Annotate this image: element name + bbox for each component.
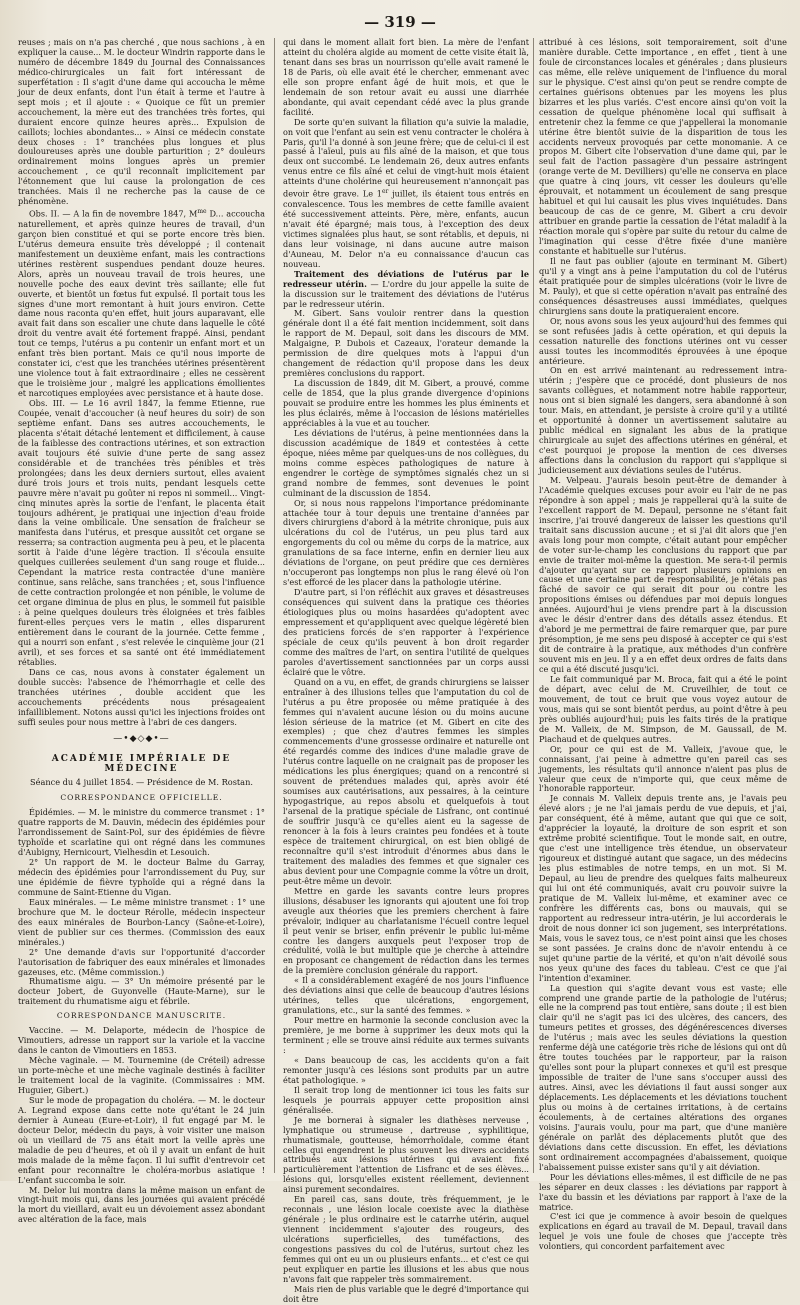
paragraph: attribué à ces lésions, soit temporairement, soit d'une manière durable. Cette importance , en effet , tient à une foule de circonstances locales et générales ; dans plusieurs cas même, elle relève uniquement de l'influence du moral sur le physique. C'est ainsi qu'on peut se rendre compte de certaines guérisons obtenues par les moyens les plus bizarres et les plus variés. C'est encore ainsi qu'on voit la cessation de quelque phénomène local qui suffisait à entretenir chez la femme ce que j'appellerai la monomanie utérine être bientôt suivie de la disparition de tous les accidents nerveux provoqués par cette monomanie. A ce propos M. Gibert cite l'observation d'une dame qui, par le seul fait de l'action passagère d'un pessaire astringent (orange verte de M. Devilliers) qu'elle ne conserva en place que quatre à cinq jours, vit cesser les douleurs qu'elle éprouvait, et notamment un écoulement de sang presque habituel et qui lui causait les plus vives inquiétudes. Dans beaucoup de cas de ce genre, M. Gibert a cru devoir attribuer en grande partie la cessation de l'état maladif à la réaction morale qui s'opère par suite du retour du calme de l'imagination qui cesse d'être fixée d'une manière constante et habituelle sur l'utérus. xyxy=(539,37,787,257)
section-heading-inline: Traitement des déviations de l'utérus par le redresseur utérin. xyxy=(283,268,529,289)
paragraph: 2° Un rapport de M. le docteur Balme du Garray, médecin des épidémies pour l'arrondissement du Puy, sur une épidémie de fièvre typhoïde qui a régné dans la commune de Saint-Etienne du Vigan. xyxy=(18,857,265,897)
paragraph: Or, si nous nous rappelons l'importance prédominante attachée tour à tour depuis une trentaine d'années par divers chirurgiens d'abord à la métrite chronique, puis aux ulcérations du col de l'utérus, un peu plus tard aux engorgements du col ou même du corps de la matrice, aux granulations de sa face interne, enfin en dernier lieu aux déviations de l'organe, on peut prédire que ces dernières n'occuperont pas longtemps non plus le rang élevé où l'on s'est efforcé de les placer dans la pathologie utérine. xyxy=(283,497,529,588)
paragraph: Les déviations de l'utérus, à peine mentionnées dans la discussion académique de 1849 et contestées à cette époque, niées même par quelques-uns de nos collègues, du moins comme espèces pathologiques de nature à engendrer le cortège de symptômes signalés chez un si grand nombre de femmes, sont devenues le point culminant de la discussion de 1854. xyxy=(283,427,529,498)
paragraph-text: — L'ordre du jour appelle la suite de la discussion sur le traitement des déviations de l'utérus par le redresseur utérin. xyxy=(283,278,529,309)
paragraph: Sur le mode de propagation du choléra. — M. le docteur A. Legrand expose dans cette note qu'étant le 24 juin dernier à Auneau (Eure-et-Loir), il fut engagé par M. le docteur Delor, médecin du pays, à voir visiter une maison où un vieillard de 75 ans était mort la veille après une maladie de peu d'heures, et où il y avait un enfant de huit mois malade de la même façon. Il lui suffit d'entrevoir cet enfant pour reconnaître le choléra-morbus asiatique ! L'enfant succomba le soir. xyxy=(18,1094,265,1185)
page-number: — 319 — xyxy=(364,13,436,31)
paragraph: De sorte qu'en suivant la filiation qu'a suivie la maladie, on voit que l'enfant au sein est venu contracter le choléra à Paris, qu'il l'a donné à son jeune frère; que de celui-ci il est passé à l'aïeul, puis au fils aîné de la maison, et que tous deux ont succombé. Le lendemain 26, deux autres enfants venus entre ce fils aîné et celui de vingt-huit mois étaient atteints d'une cholérine qui heureusement n'annonçait pas devoir être grave. Le 1er juillet, ils étaient tous entrés en convalescence. Tous les membres de cette famille avaient été successivement atteints. Père, mère, enfants, aucun n'avait été épargné; mais tous, à l'exception des deux victimes signalées plus haut, se sont rétablis, et depuis, ni dans leur voisinage, ni dans aucune autre maison d'Auneau, M. Delor n'a eu connaissance d'aucun cas nouveau. xyxy=(283,116,529,269)
paragraph: Eaux minérales. — Le même ministre transmet : 1° une brochure que M. le docteur Rérolle, médecin inspecteur des eaux minérales de Bourbon-Lancy (Saône-et-Loire), vient de publier sur ces thermes. (Commission des eaux minérales.) xyxy=(18,896,265,947)
paragraph: M. Velpeau. J'aurais besoin peut-être de demander à l'Académie quelques excuses pour avoir eu l'air de ne pas répondre à son appel ; mais je rappellerai qu'à la suite de l'excellent rapport de M. Depaul, personne ne s'étant fait inscrire, j'ai trouvé dangereux de laisser les questions qu'il traitait sans discussion aucune ; et si j'ai dit alors que j'en avais long pour mon compte, c'était autant pour empêcher de voter sur-le-champ les conclusions du rapport que par envie de traiter moi-même la question. Me sera-t-il permis d'ajouter qu'ayant sur ce rapport plusieurs opinions en cause et une certaine part de responsabilité, je n'étais pas fâché de savoir ce qui serait dit pour ou contre les propositions émises ou défendues par moi depuis longues années. Aujourd'hui je viens prendre part à la discussion avec le désir d'entrer dans des détails assez étendus. Et d'abord je me permettrai de faire remarquer que, par pure présomption, je me sens peu disposé à accepter ce qui s'est dit de contraire à la pratique, aux méthodes d'un confrère souvent mis en jeu. Il y a en effet deux ordres de faits dans ce qui a été discuté jusqu'ici. xyxy=(539,474,787,675)
paragraph: « Il a considérablement exagéré de nos jours l'influence des déviations ainsi que celle de beaucoup d'autres lésions utérines, telles que ulcérations, engorgement, granulations, etc., sur la santé des femmes. » xyxy=(283,975,529,1016)
paragraph: Mettre en garde les savants contre leurs propres illusions, désabuser les ignorants qui ajoutent une foi trop aveugle aux théories que les premiers cherchent à faire prévaloir, indiquer au charlatanisme l'écueil contre lequel il peut venir se briser, enfin prévenir le public lui-même contre les dangers auxquels peut l'exposer trop de crédulité, voilà le but multiple que je cherche à atteindre en proposant ce changement de rédaction dans les termes de la première conclusion générale du rapport. xyxy=(283,885,529,976)
column-rule-left xyxy=(274,38,275,1173)
paragraph: En pareil cas, sans doute, très fréquemment, je le reconnais , une lésion locale coexiste avec la diathèse générale ; le plus ordinaire est le catarrhe utérin, auquel viennent incidemment s'ajouter des rougeurs, des ulcérations superficielles, des tuméfactions, des congestions passives du col de l'utérus, surtout chez les femmes qui ont eu un ou plusieurs enfants... et c'est ce qui peut expliquer en partie les illusions et les abus que nous n'avons fait que rappeler très sommairement. xyxy=(283,1194,529,1284)
paragraph: M. Gibert. Sans vouloir rentrer dans la question générale dont il a été fait mention incidemment, soit dans le rapport de M. Depaul, soit dans les discours de MM. Malgaigne, P. Dubois et Cazeaux, l'orateur demande la permission de dire quelques mots à l'appui d'un changement de rédaction qu'il propose dans les deux premières conclusions du rapport. xyxy=(283,308,529,379)
paragraph: « Dans beaucoup de cas, les accidents qu'on a fait remonter jusqu'à ces lésions sont produits par un autre état pathologique. » xyxy=(283,1054,529,1085)
paragraph: M. Delor lui montra dans la même maison un enfant de vingt-huit mois qui, dans les journées qui avaient précédé la mort du vieillard, avait eu un dévoiement assez abondant avec altération de la face, mais xyxy=(18,1184,265,1225)
paragraph: Or, nous avons sous les yeux aujourd'hui des femmes qui se sont refusées jadis à cette opération, et qui depuis la cessation naturelle des fonctions utérines ont vu cesser aussi toutes les incommodités éprouvées à une époque antérieure. xyxy=(539,315,787,366)
paragraph: Obs. III. — Le 16 avril 1847, la femme Etienne, rue Coupée, venait d'accoucher (à neuf heures du soir) de son septième enfant. Dans ses autres accouchements, le placenta s'était détaché lentement et difficilement, à cause de la faiblesse des contractions utérines, et son extraction avait toujours été suivie d'une perte de sang assez considérable et de tranchées très pénibles et très prolongées; dans les deux derniers surtout, elles avaient duré trois jours et trois nuits, pendant lesquels cette pauvre mère n'avait pu goûter ni repos ni sommeil... Vingt-cinq minutes après la sortie de l'enfant, le placenta était toujours adhérent, je pratiquai une injection d'eau froide dans la veine ombilicale. Une sensation de fraîcheur se manifesta dans l'utérus, et presque aussitôt cet organe se resserra; sa contraction augmenta peu à peu, et le placenta sortit à l'aide d'une légère traction. Il s'écoula ensuite quelques cuillerées seulement d'un sang rouge et fluide... Cependant la matrice resta contractée d'une manière continue, sans relâche, sans tranchées ; et, sous l'influence de cette contraction prolongée et non pénible, le volume de cet organe diminua de plus en plus, le sommeil fut paisible : à peine quelques douleurs très éloignées et très faibles furent-elles perçues vers le matin , elles disparurent entièrement dans le courant de la journée. Cette femme , qui a nourri son enfant , s'est relevée le cinquième jour (21 avril), et ses forces et sa santé ont été immédiatement rétablies. xyxy=(18,398,265,667)
paragraph: Dans ce cas, nous avons à constater également un double succès: l'absence de l'hémorrhagie et celle des tranchées utérines , double accident que les accouchements précédents nous présageaient infailliblement. Notons aussi qu'ici les injections froides ont suffi seules pour nous mettre à l'abri de ces dangers. xyxy=(18,666,265,727)
paragraph: Il ne faut pas oublier (ajoute en terminant M. Gibert) qu'il y a vingt ans à peine l'amputation du col de l'utérus était pratiquée pour de simples ulcérations (voir le livre de M. Pauly), et que si cette opération n'avait pas entraîné des conséquences désastreuses aussi immédiates, quelques chirurgiens sans doute la pratiqueraient encore. xyxy=(539,255,787,316)
paragraph: Obs. II. — A la fin de novembre 1847, $M^{me}$ D... accoucha naturellement, et après quinze heures de travail, d'un garçon bien constitué et qui se porte encore très bien. L'utérus demeura ensuite très développé ; il contenait manifestement un deuxième enfant, mais les contractions utérines restèrent suspendues pendant douze heures. Alors, après un nouveau travail de trois heures, une nouvelle poche des eaux devint très saillante; elle fut ouverte, et bientôt un fœtus fut expulsé. Il portait tous les signes d'une mort remontant à huit jours environ. Cette dame nous raconta qu'en effet, huit jours auparavant, elle avait fait dans son escalier une chute dans laquelle le côté droit du ventre avait été fortement frappé. Ainsi, pendant tout ce temps, l'utérus a pu contenir un enfant mort et un enfant très bien portant. Mais ce qu'il nous importe de constater ici, c'est que les tranchées utérines présentèrent une violence tout à fait extraordinaire ; elles ne cessèrent que le troisième jour , malgré les applications émollientes et narcotiques employées avec persistance et à haute dose. xyxy=(18,208,265,399)
section-title: ACADÉMIE IMPÉRIALE DE MÉDECINE xyxy=(51,754,232,775)
paragraph: Quand on a vu, en effet, de grands chirurgiens se laisser entraîner à des illusions telles que l'amputation du col de l'utérus a pu être proposée ou même pratiquée à des femmes qui n'avaient aucune lésion ou du moins aucune lésion sérieuse de la matrice (et M. Gibert en cite des exemples) ; que chez d'autres femmes les simples commencements d'une grossesse ordinaire et naturelle ont été regardés comme des indices d'une maladie grave de l'utérus contre laquelle on ne craignait pas de proposer les médications les plus énergiques; quand on a rencontré si souvent de prétendues malades qui, après avoir été soumises aux cautérisations, aux pessaires, à la ceinture hypogastrique, au repos absolu et quelquefois à tout l'arsenal de la pratique spéciale de Lisfranc, ont continué de souffrir jusqu'à ce qu'elles aient eu la sagesse de renoncer à la fois à leurs craintes peu fondées et à toute espèce de traitement chirurgical, on est bien obligé de reconnaître qu'il s'est introduit d'énormes abus dans le traitement des maladies des femmes et que signaler ces abus devient pour une Compagnie comme la vôtre un droit, peut-être même un devoir. xyxy=(283,676,529,886)
paragraph: Le fait communiqué par M. Broca, fait qui a été le point de départ, avec celui de M. Cruveilhier, de tout ce mouvement, de tout ce bruit que vous voyez autour de vous, mais qui se sont bientôt perdus, au point d'être à peu près oubliés aujourd'hui; puis les faits tirés de la pratique de M. Valleix, de M. Simpson, de M. Gaussail, de M. Piachaud et de quelques autres. xyxy=(539,674,787,744)
paragraph: Pour mettre en harmonie la seconde conclusion avec la première, je me borne à supprimer les deux mots qui la terminent ; elle se trouve ainsi réduite aux termes suivants : xyxy=(283,1015,529,1055)
paragraph: Je connais M. Valleix depuis trente ans, je l'avais peu élevé alors ; je ne l'ai jamais perdu de vue depuis, et j'ai, par conséquent, été à même, autant que qui que ce soit, d'apprécier la loyauté, la droiture de son esprit et son extrême probité scientifique. Tout le monde sait, en outre, que c'est une intelligence très étendue, un observateur rigoureux et distingué autant que sagace, un des médecins les plus estimables de notre temps, en un mot. Si M. Depaul, au lieu de prendre des quelques faits malheureux qui lui ont été communiqués, avait cru pouvoir suivre la pratique de M. Valleix lui-même, et examiner avec ce confrère les différents cas, bons ou mauvais, qui se rapportent au redresseur intra-utérin, je lui accorderais le droit de nous donner ici son jugement, ses interprétations. Mais, vous le savez tous, ce n'est point ainsi que les choses se sont passées. Je crains donc de n'avoir entendu à ce sujet qu'une partie de la vérité, et qu'on n'ait dévoilé sous nos yeux qu'une des faces du tableau. C'est ce que j'ai l'intention d'examiner. xyxy=(539,793,787,983)
column-right xyxy=(539,37,787,1252)
paragraph: Pour les déviations elles-mêmes, il est difficile de ne pas les séparer en deux classes : les déviations par rapport à l'axe du bassin et les déviations par rapport à l'axe de la matrice. xyxy=(539,1171,787,1212)
paragraph: Mais rien de plus variable que le degré d'importance qui doit être xyxy=(283,1283,529,1304)
section-separator: —•◆◇◆•— xyxy=(113,734,170,745)
paragraph xyxy=(283,270,529,310)
paragraph: Épidémies. — M. le ministre du commerce transmet : 1° quatre rapports de M. Dauvin, médecin des épidémies pour l'arrondissement de Saint-Pol, sur des épidémies de fièvre typhoïde et scarlatine qui ont régné dans les communes d'Aubigny, Hernicourt, Vielhesdin et Lesouich. xyxy=(18,807,265,858)
column-middle xyxy=(283,37,529,1304)
paragraph: La question qui s'agite devant vous est vaste; elle comprend une grande partie de la pathologie de l'utérus; elle ne la comprend pas tout entière, sans doute ; il est bien clair qu'il ne s'agit pas ici des ulcères, des cancers, des tumeurs petites et grosses, des dégénérescences diverses de l'utérus ; mais avec les seules déviations la question renferme déjà une catégorie très riche de lésions qui ont dû être toutes touchées par le rapporteur, par la raison qu'elles sont pour la plupart connexes et qu'il est presque impossible de traiter de l'une sans s'occuper aussi des autres. Ainsi, avec les déviations il faut aussi songer aux déplacements. Les déplacements et les déviations touchent plus ou moins à de certaines irritations, à de certains écoulements, à de certaines altérations des organes voisins. J'aurais voulu, pour ma part, que d'une manière générale on parlât des déplacements plutôt que des déviations dans cette discussion. En effet, les déviations sont ordinairement accompagnées d'abaissement, quoique l'abaissement puisse exister sans qu'il y ait déviation. xyxy=(539,982,787,1172)
paragraph: La discussion de 1849, dit M. Gibert, a prouvé, comme celle de 1854, que la plus grande divergence d'opinions pouvait se produire entre les hommes les plus éminents et les plus éclairés, même à l'occasion de lésions matérielles appréciables à la vue et au toucher. xyxy=(283,378,529,428)
paragraph: Vaccine. — M. Delaporte, médecin de l'hospice de Vimoutiers, adresse un rapport sur la variole et la vaccine dans le canton de Vimoutiers en 1853. xyxy=(18,1025,265,1056)
paragraph: Rhumatisme aigu. — 3° Un mémoire présenté par le docteur Jobert, de Guyonvelle (Haute-Marne), sur le traitement du rhumatisme aigu et fébrile. xyxy=(18,976,265,1007)
paragraph: Mèche vaginale. — M. Tournemine (de Créteil) adresse un porte-mèche et une mèche vaginale destinés à faciliter le traitement local de la vaginite. (Commissaires : MM. Huguier, Gibert.) xyxy=(18,1055,265,1095)
paragraph: Je me bornerai à signaler les diathèses nerveuse , lymphatique ou strumeuse , dartreuse , syphilitique, rhumatismale, goutteuse, hémorrhoïdale, comme étant celles qui engendrent le plus souvent les divers accidents attribués aux lésions utérines qui avaient fixé particulièrement l'attention de Lisfranc et de ses élèves... lésions qui, lorsqu'elles existent réellement, deviennent ainsi purement secondaires. xyxy=(283,1114,529,1195)
paragraph: 2° Une demande d'avis sur l'opportunité d'accorder l'autorisation de fabriquer des eaux minérales et limonades gazeuses, etc. (Même commission.) xyxy=(18,946,265,977)
subheading-official: CORRESPONDANCE OFFICIELLE. xyxy=(60,793,223,803)
column-rule-right xyxy=(533,38,534,1173)
paragraph: C'est ici que je commence à avoir besoin de quelques explications en égard au travail de M. Depaul, travail dans lequel je vois une foule de choses que j'accepte très volontiers, qui concordent parfaitement avec xyxy=(539,1211,787,1252)
session-line: Séance du 4 juillet 1854. — Présidence de M. Rostan. xyxy=(30,777,253,788)
paragraph: Il serait trop long de mentionner ici tous les faits sur lesquels je pourrais appuyer cette proposition ainsi généralisée. xyxy=(283,1084,529,1115)
paragraph: D'autre part, si l'on réfléchit aux graves et désastreuses conséquences qui suivent dans la pratique ces théories étiologiques plus ou moins hasardées qu'adoptent avec empressement et qu'appliquent avec quelque légèreté bien des praticiens forcés de s'en rapporter à l'expérience spéciale de ceux qu'ils peuvent à bon droit regarder comme des maîtres de l'art, on sentira l'utilité de quelques paroles d'avertissement sanctionnées par un corps aussi éclairé que le vôtre. xyxy=(283,587,529,677)
paragraph: Or, pour ce qui est de M. Valleix, j'avoue que, le connaissant, j'ai peine à admettre qu'en pareil cas ses jugements, les résultats qu'il annonce n'aient pas plus de valeur que ceux de n'importe qui, que ceux même de l'honorable rapporteur. xyxy=(539,743,787,794)
subheading-manuscript: CORRESPONDANCE MANUSCRITE. xyxy=(56,1011,227,1021)
column-left xyxy=(18,37,265,1225)
paragraph: reuses ; mais on n'a pas cherché , que nous sachions , à en expliquer la cause... M. le docteur Windrin rapporte dans le numéro de décembre 1849 du Journal des Connaissances médico-chirurgicales un fait fort intéressant de superfétation : Il s'agit d'une dame qui accoucha le même jour de deux enfants, dont l'un était à terme et l'autre à sept mois ; et il ajoute : « Quoique ce fût un premier accouchement, la mère eut des tranchées très fortes, qui duraient encore quinze heures après... Expulsion de caillots; lochies abondantes... » Ainsi ce médecin constate deux choses : 1° tranchées plus longues et plus douloureuses après une double parturition ; 2° douleurs ordinairement moins longues après un premier accouchement , ce qu'il reconnaît implicitement par l'étonnement que lui cause la prolongation de ces tranchées. Mais il ne recherche pas la cause de ce phénomène. xyxy=(18,37,265,207)
paragraph: On en est arrivé maintenant au redressement intra-utérin ; j'espère que ce procédé, dont plusieurs de nos savants collègues, et notamment notre habile rapporteur, nous ont si bien signalé les dangers, sera abandonné à son tour. Mais, en attendant, je persiste à croire qu'il y a utilité et opportunité à donner un avertissement salutaire au public médical en signalant les abus de la pratique chirurgicale au sujet des affections utérines en général, et c'est pourquoi je propose la mention de ces diverses affections dans la conclusion du rapport qui s'applique si judicieusement aux déviations seules de l'utérus. xyxy=(539,365,787,475)
paragraph: qui dans le moment allait fort bien. La mère de l'enfant atteint du choléra algide au moment de cette visite était là, tenant dans ses bras un nourrisson qu'elle avait ramené le 18 de Paris, où elle avait été le chercher, emmenant avec elle son propre enfant âgé de huit mois, et que le lendemain de son retour avait eu aussi une diarrhée abondante, qui avait cependant cédé avec la plus grande facilité. xyxy=(283,37,529,117)
